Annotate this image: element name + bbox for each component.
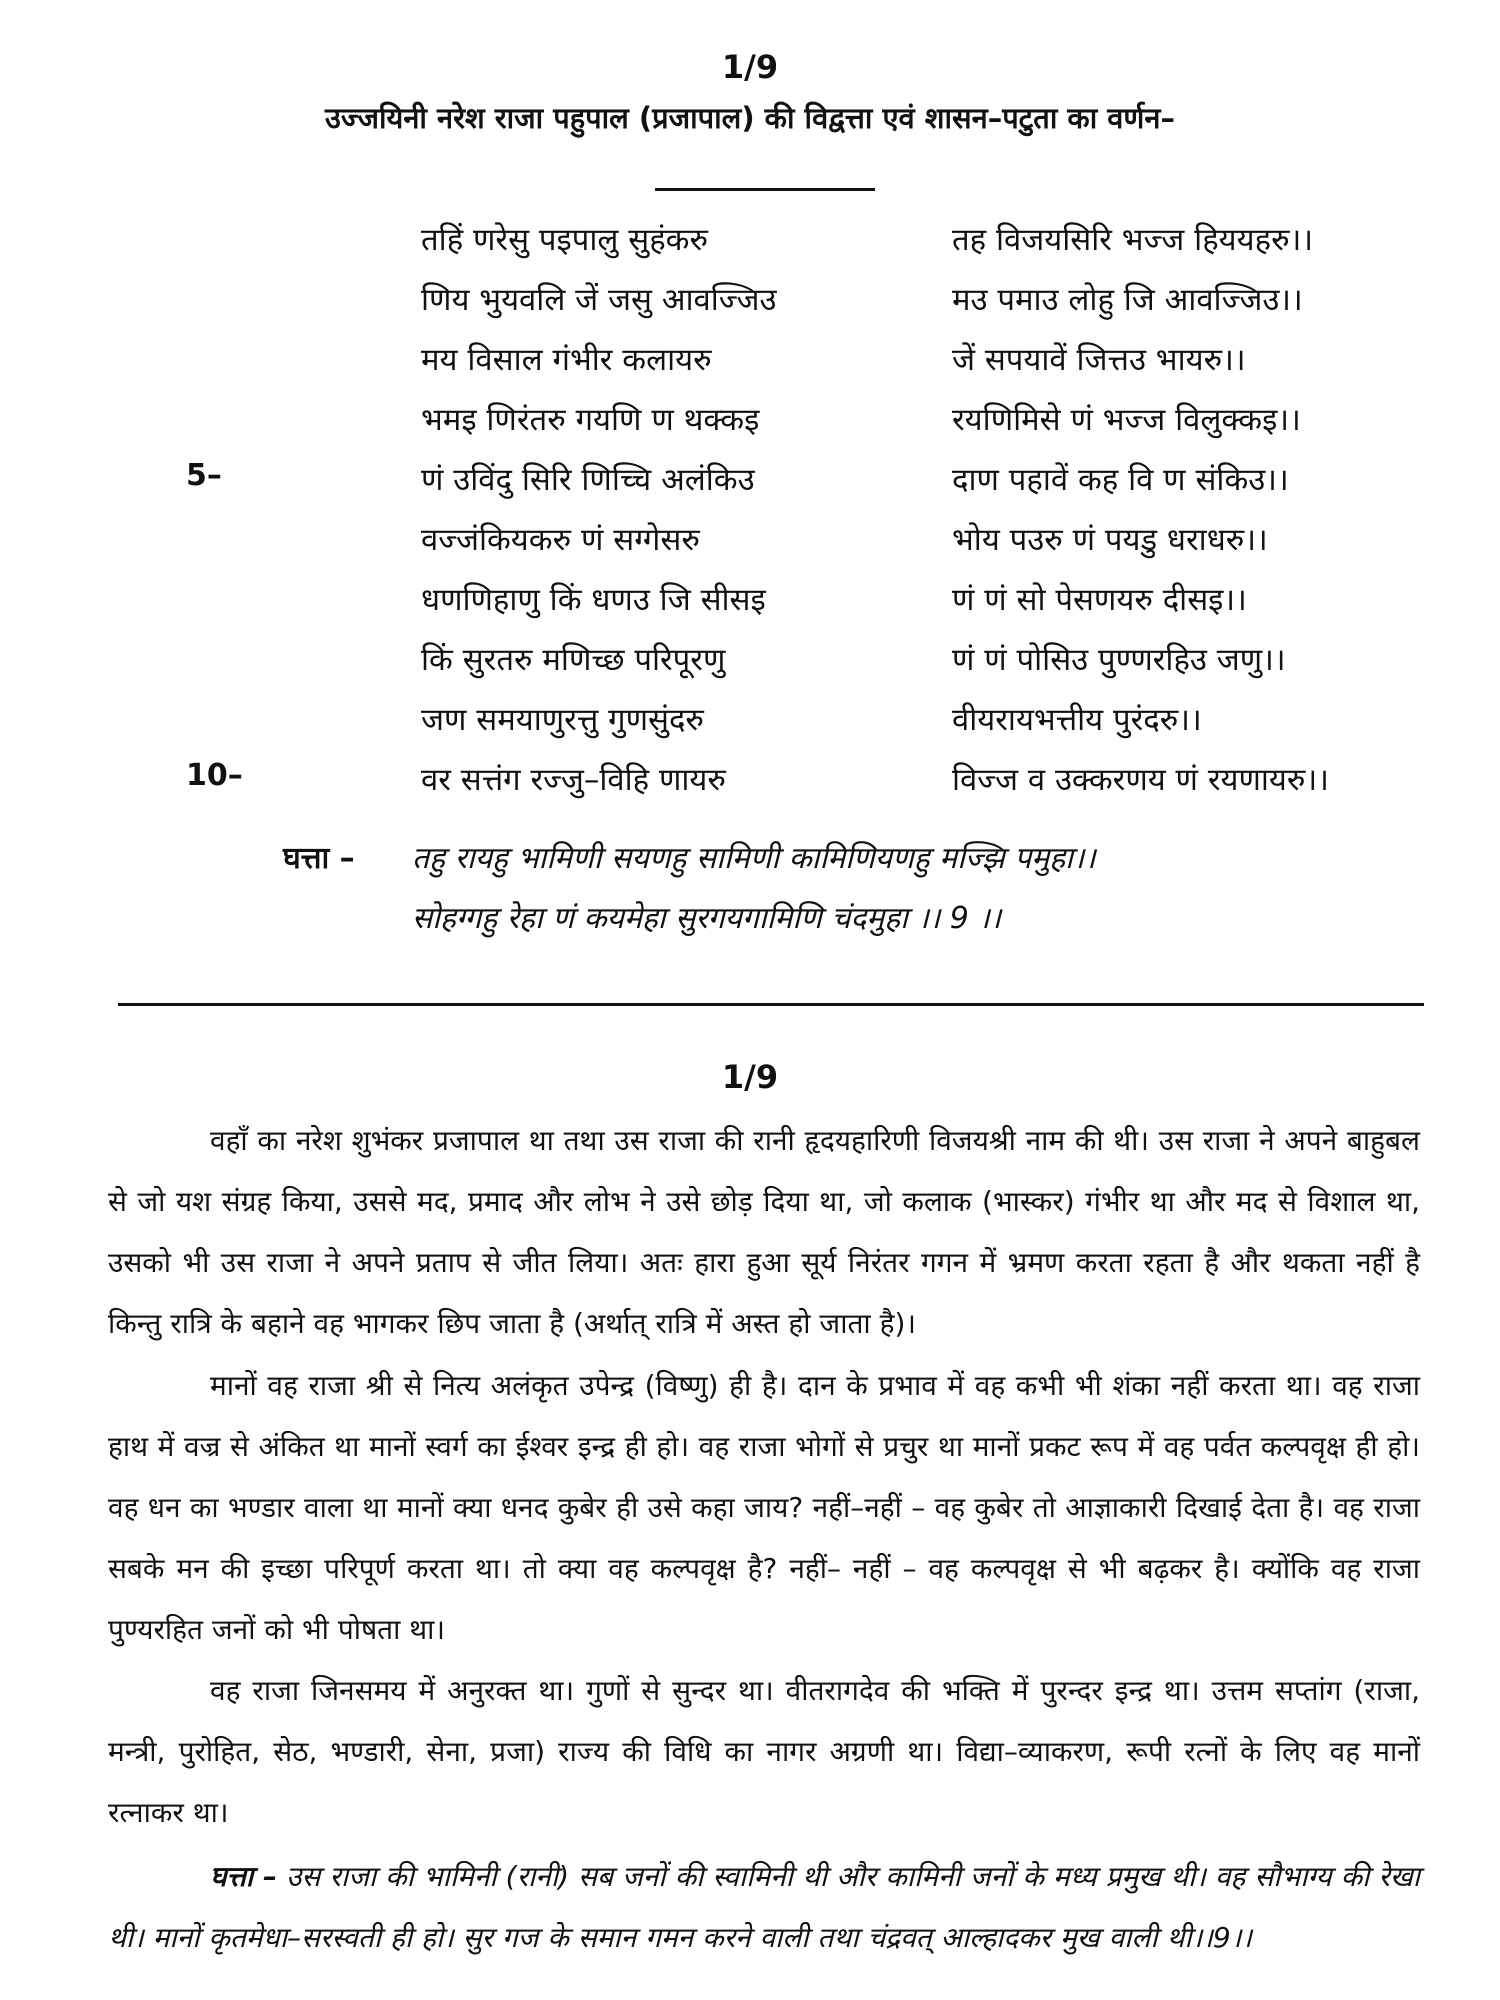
ghatta-text-1: तहु रायहु भामिणी सयणहु सामिणी कामिणियणहु मज्झि पमुहा।। [412,841,1096,876]
translation-ghatta [108,1846,1420,1968]
verse-first-half: जण समयाणुरत्तु गुणसुंदरु [421,702,704,738]
verse-second-half: दाण पहावें कह वि ण संकिउ।। [952,462,1289,498]
verse-row [0,578,1500,638]
verse-first-half: धणणिहाणु किं धणउ जि सीसइ [421,582,766,618]
verse-first-half: वज्जंकियकरु णं सग्गेसरु [421,522,700,558]
verse-second-half: रयणिमिसे णं भज्ज विलुक्कइ।। [952,402,1301,438]
verse-line-number: 10– [186,758,243,793]
verse-first-half: भमइ णिरंतरु गयणि ण थक्कइ [421,402,760,438]
translation-section-number: 1/9 [721,1058,779,1096]
translation-paragraph-2: मानों वह राजा श्री से नित्य अलंकृत उपेन्द्र (विष्णु) ही है। दान के प्रभाव में वह कभी भी शंका नहीं करता था। वह राजा हाथ में वज्र से अंकित था मानों स्वर्ग का ईश्वर इन्द्र ही हो। वह राजा भोगों से प्रचुर था मानों प्रकट रूप में वह पर्वत कल्पवृक्ष ही हो। वह धन का भण्डार वाला था मानों क्या धनद कुबेर ही उसे कहा जाय? नहीं–नहीं – वह कुबेर तो आज्ञाकारी दिखाई देता है। वह राजा सबके मन की इच्छा परिपूर्ण करता था। तो क्या वह कल्पवृक्ष है? नहीं– नहीं – वह कल्पवृक्ष से भी बढ़कर है। क्योंकि वह राजा पुण्यरहित जनों को भी पोषता था। [108,1369,1420,1646]
verse-row [0,218,1500,278]
verse-second-half: भोय पउरु णं पयडु धराधरु।। [952,522,1268,558]
verse-row [0,278,1500,338]
verse-second-half: वीयरायभत्तीय पुरंदरु।। [952,702,1202,738]
verse-second-half: मउ पमाउ लोहु जि आवज्जिउ।। [952,282,1303,318]
verse-row [0,338,1500,398]
verse-row [0,518,1500,578]
verse-first-half: मय विसाल गंभीर कलायरु [421,342,712,378]
section-divider [118,1003,1424,1006]
verse-row [0,398,1500,458]
verse-row [0,458,1500,518]
verse-second-half: तह विजयसिरि भज्ज हिययहरु।। [952,222,1314,258]
heading-underline [655,188,875,191]
verse-row [0,638,1500,698]
verse-second-half: णं णं पोसिउ पुण्णरहिउ जणु।। [952,642,1286,678]
verse-row [0,758,1500,818]
verse-row [0,698,1500,758]
ghatta-label: घत्ता – [283,841,355,876]
section-number: 1/9 [721,48,779,86]
verse-first-half: वर सत्तंग रज्जु–विहि णायरु [421,762,726,798]
verse-second-half: जें सपयावें जित्तउ भायरु।। [952,342,1246,378]
verse-first-half: किं सुरतरु मणिच्छ परिपूरणु [421,642,726,678]
translation-ghatta-label: घत्ता – [210,1860,278,1893]
verse-line-number: 5– [186,458,222,493]
translation-ghatta-text: उस राजा की भामिनी (रानी) सब जनों की स्वामिनी थी और कामिनी जनों के मध्य प्रमुख थी। वह सौभाग्य की रेखा थी। मानों कृतमेधा–सरस्वती ही हो। सुर गज के समान गमन करने वाली तथा चंद्रवत् आल्हादकर मुख वाली थी।।9।। [108,1860,1420,1954]
verse-second-half: णं णं सो पेसणयरु दीसइ।। [952,582,1247,618]
section-heading: उज्जयिनी नरेश राजा पहुपाल (प्रजापाल) की विद्वत्ता एवं शासन–पटुता का वर्णन– [324,101,1175,135]
translation-paragraph-1: वहाँ का नरेश शुभंकर प्रजापाल था तथा उस राजा की रानी हृदयहारिणी विजयश्री नाम की थी। उस राजा ने अपने बाहुबल से जो यश संग्रह किया, उससे मद, प्रमाद और लोभ ने उसे छोड़ दिया था, जो कलाक (भास्कर) गंभीर था और मद से विशाल था, उसको भी उस राजा ने अपने प्रताप से जीत लिया। अतः हारा हुआ सूर्य निरंतर गगन में भ्रमण करता रहता है और थकता नहीं है किन्तु रात्रि के बहाने वह भागकर छिप जाता है (अर्थात् रात्रि में अस्त हो जाता है)। [108,1124,1420,1340]
verse-first-half: तहिं णरेसु पइपालु सुहंकरु [421,222,709,258]
ghatta-text-2: सोहग्गहु रेहा णं कयमेहा सुरगयगामिणि चंदमुहा ।। 9 ।। [412,901,1002,936]
verse-first-half: णं उविंदु सिरि णिच्चि अलंकिउ [421,462,755,498]
translation-paragraph-3: वह राजा जिनसमय में अनुरक्त था। गुणों से सुन्दर था। वीतरागदेव की भक्ति में पुरन्दर इन्द्र था। उत्तम सप्तांग (राजा, मन्त्री, पुरोहित, सेठ, भण्डारी, सेना, प्रजा) राज्य की विधि का नागर अग्रणी था। विद्या–व्याकरण, रूपी रत्नों के लिए वह मानों रत्नाकर था। [108,1674,1420,1829]
verse-first-half: णिय भुयवलि जें जसु आवज्जिउ [421,282,777,318]
verse-second-half: विज्ज व उक्करणय णं रयणायरु।। [952,762,1329,798]
